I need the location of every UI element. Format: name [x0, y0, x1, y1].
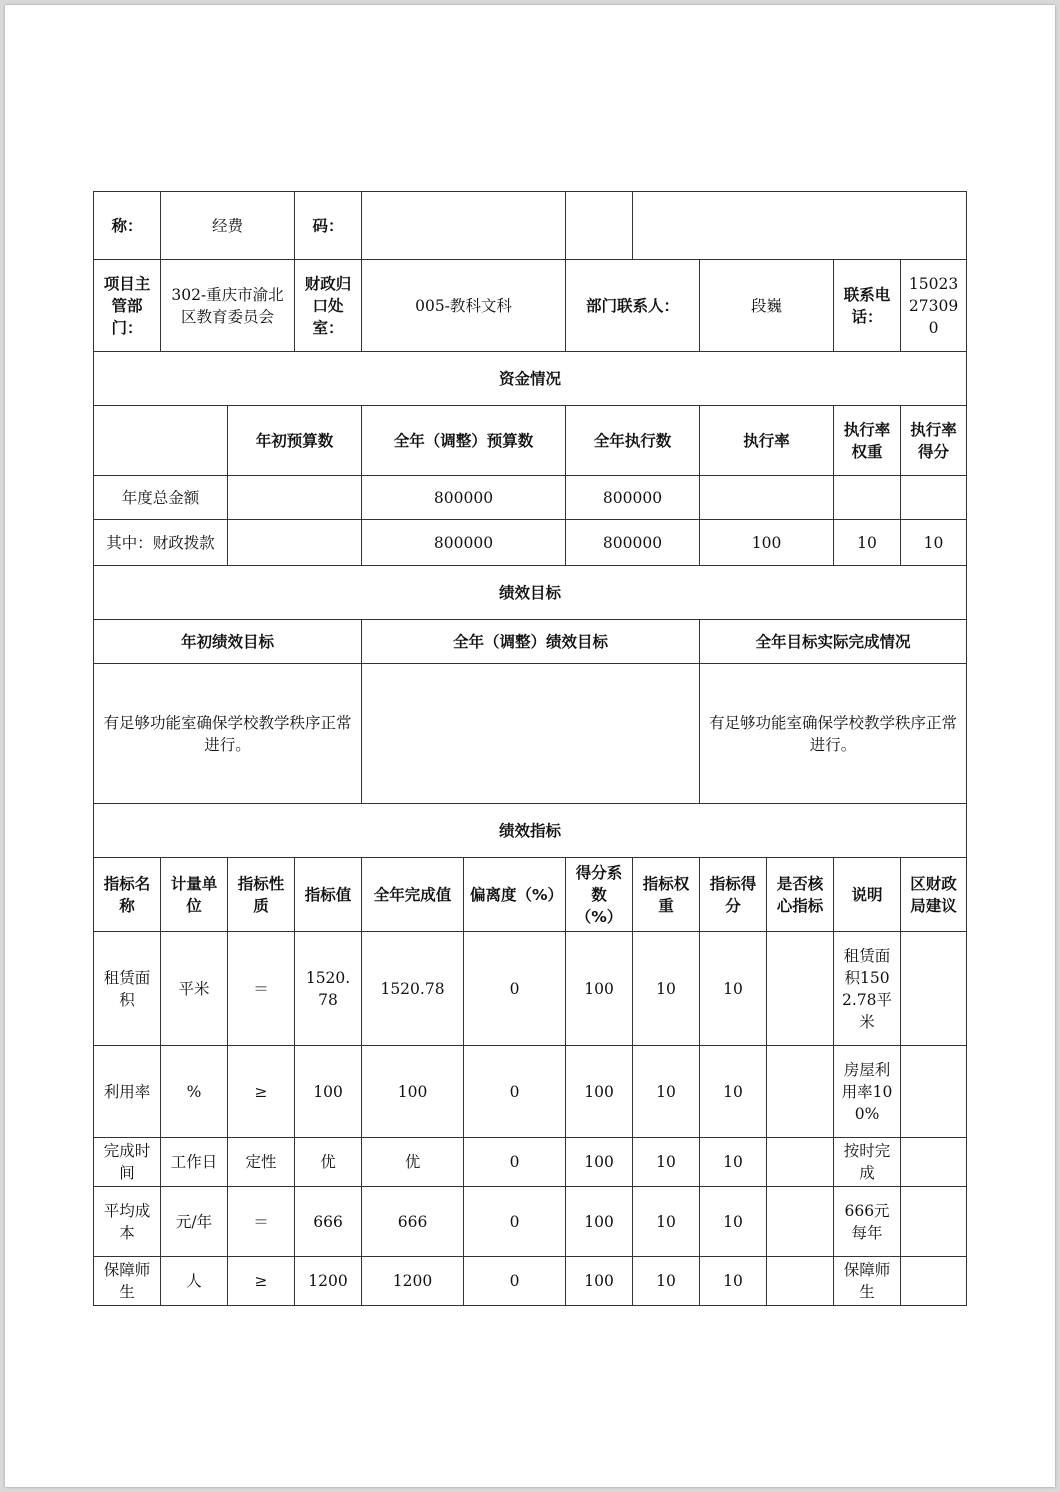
funds-corner [94, 406, 228, 476]
indicator-coef: 100 [566, 1187, 633, 1257]
code-label: 码： [295, 192, 362, 260]
performance-table [93, 191, 967, 1306]
indicator-actual: 100 [362, 1046, 464, 1138]
indicator-weight: 10 [633, 1257, 700, 1306]
indicator-unit: 平米 [161, 932, 228, 1046]
indicator-note: 保障师生 [834, 1257, 901, 1306]
name-label: 称： [94, 192, 161, 260]
indicators-title: 绩效指标 [94, 804, 967, 858]
funds-header: 执行率 [700, 406, 834, 476]
empty-cell [633, 192, 967, 260]
indicator-name: 租赁面积 [94, 932, 161, 1046]
contact-value: 段巍 [700, 260, 834, 352]
funds-row-label: 其中：财政拨款 [94, 520, 228, 566]
indicator-row [94, 1138, 967, 1187]
funds-adjusted: 800000 [362, 476, 566, 520]
indicator-name: 完成时间 [94, 1138, 161, 1187]
indicator-nature: ＝ [228, 932, 295, 1046]
funds-initial [228, 520, 362, 566]
indicator-header: 指标权重 [633, 858, 700, 932]
indicator-core [767, 1138, 834, 1187]
goals-header: 年初绩效目标 [94, 620, 362, 664]
indicator-deviation: 0 [464, 1138, 566, 1187]
indicators-title-row [94, 804, 967, 858]
funds-weight [834, 476, 901, 520]
name-value: 经费 [161, 192, 295, 260]
info-row-name [94, 192, 967, 260]
indicator-score: 10 [700, 932, 767, 1046]
indicator-header: 指标得分 [700, 858, 767, 932]
indicator-unit: 人 [161, 1257, 228, 1306]
indicator-nature: ≥ [228, 1257, 295, 1306]
indicator-deviation: 0 [464, 1257, 566, 1306]
empty-cell [566, 192, 633, 260]
funds-executed: 800000 [566, 476, 700, 520]
goals-header-row [94, 620, 967, 664]
funds-header: 执行率权重 [834, 406, 901, 476]
indicator-weight: 10 [633, 1138, 700, 1187]
funds-score: 10 [901, 520, 967, 566]
indicator-header: 指标性质 [228, 858, 295, 932]
indicator-name: 利用率 [94, 1046, 161, 1138]
indicator-nature: ＝ [228, 1187, 295, 1257]
indicator-header: 指标值 [295, 858, 362, 932]
indicator-deviation: 0 [464, 1046, 566, 1138]
indicator-unit: 元/年 [161, 1187, 228, 1257]
indicator-name: 平均成本 [94, 1187, 161, 1257]
indicator-name: 保障师生 [94, 1257, 161, 1306]
indicator-deviation: 0 [464, 932, 566, 1046]
funds-title-row [94, 352, 967, 406]
funds-rate [700, 476, 834, 520]
indicator-coef: 100 [566, 1138, 633, 1187]
indicator-note: 按时完成 [834, 1138, 901, 1187]
phone-value: 15023273090 [901, 260, 967, 352]
indicator-actual: 1520.78 [362, 932, 464, 1046]
goals-title: 绩效目标 [94, 566, 967, 620]
indicator-header: 是否核心指标 [767, 858, 834, 932]
indicator-advice [901, 1046, 967, 1138]
indicator-note: 666元每年 [834, 1187, 901, 1257]
indicator-coef: 100 [566, 932, 633, 1046]
indicator-header: 说明 [834, 858, 901, 932]
goals-adjusted [362, 664, 700, 804]
indicator-score: 10 [700, 1138, 767, 1187]
indicator-note: 租赁面积1502.78平米 [834, 932, 901, 1046]
indicators-header-row [94, 858, 967, 932]
indicator-row [94, 1257, 967, 1306]
indicator-actual: 666 [362, 1187, 464, 1257]
funds-rate: 100 [700, 520, 834, 566]
dept-label: 项目主管部门： [94, 260, 161, 352]
indicator-header: 区财政局建议 [901, 858, 967, 932]
funds-header: 全年（调整）预算数 [362, 406, 566, 476]
indicator-score: 10 [700, 1257, 767, 1306]
indicator-header: 偏离度（%） [464, 858, 566, 932]
funds-header-row [94, 406, 967, 476]
indicator-coef: 100 [566, 1257, 633, 1306]
funds-header: 执行率得分 [901, 406, 967, 476]
funds-header: 全年执行数 [566, 406, 700, 476]
indicator-actual: 1200 [362, 1257, 464, 1306]
indicator-nature: 定性 [228, 1138, 295, 1187]
indicator-score: 10 [700, 1046, 767, 1138]
dept-value: 302-重庆市渝北区教育委员会 [161, 260, 295, 352]
indicator-row [94, 1187, 967, 1257]
indicator-core [767, 1046, 834, 1138]
indicator-target: 优 [295, 1138, 362, 1187]
finance-value: 005-教科文科 [362, 260, 566, 352]
indicator-weight: 10 [633, 1187, 700, 1257]
indicator-unit: 工作日 [161, 1138, 228, 1187]
document-page [5, 5, 1055, 1487]
funds-executed: 800000 [566, 520, 700, 566]
indicator-row [94, 932, 967, 1046]
funds-weight: 10 [834, 520, 901, 566]
goals-title-row [94, 566, 967, 620]
funds-adjusted: 800000 [362, 520, 566, 566]
funds-score [901, 476, 967, 520]
phone-label: 联系电话： [834, 260, 901, 352]
indicator-header: 指标名称 [94, 858, 161, 932]
indicator-note: 房屋利用率100% [834, 1046, 901, 1138]
finance-label: 财政归口处室： [295, 260, 362, 352]
indicator-coef: 100 [566, 1046, 633, 1138]
goals-content-row [94, 664, 967, 804]
indicator-advice [901, 1257, 967, 1306]
indicator-weight: 10 [633, 932, 700, 1046]
indicator-nature: ≥ [228, 1046, 295, 1138]
indicator-core [767, 1257, 834, 1306]
indicator-target: 1200 [295, 1257, 362, 1306]
info-row-dept [94, 260, 967, 352]
code-value [362, 192, 566, 260]
goals-initial: 有足够功能室确保学校教学秩序正常进行。 [94, 664, 362, 804]
indicator-deviation: 0 [464, 1187, 566, 1257]
goals-header: 全年（调整）绩效目标 [362, 620, 700, 664]
indicator-target: 1520.78 [295, 932, 362, 1046]
funds-row-label: 年度总金额 [94, 476, 228, 520]
indicator-row [94, 1046, 967, 1138]
funds-row-fiscal [94, 520, 967, 566]
indicator-target: 666 [295, 1187, 362, 1257]
indicator-score: 10 [700, 1187, 767, 1257]
indicator-actual: 优 [362, 1138, 464, 1187]
goals-header: 全年目标实际完成情况 [700, 620, 967, 664]
indicator-header: 全年完成值 [362, 858, 464, 932]
contact-label: 部门联系人： [566, 260, 700, 352]
indicator-core [767, 1187, 834, 1257]
indicator-core [767, 932, 834, 1046]
indicator-header: 得分系数（%） [566, 858, 633, 932]
indicator-header: 计量单位 [161, 858, 228, 932]
indicator-advice [901, 1138, 967, 1187]
funds-header: 年初预算数 [228, 406, 362, 476]
indicator-advice [901, 932, 967, 1046]
funds-title: 资金情况 [94, 352, 967, 406]
indicator-weight: 10 [633, 1046, 700, 1138]
indicator-target: 100 [295, 1046, 362, 1138]
indicator-unit: % [161, 1046, 228, 1138]
funds-row-total [94, 476, 967, 520]
funds-initial [228, 476, 362, 520]
goals-actual: 有足够功能室确保学校教学秩序正常进行。 [700, 664, 967, 804]
indicator-advice [901, 1187, 967, 1257]
